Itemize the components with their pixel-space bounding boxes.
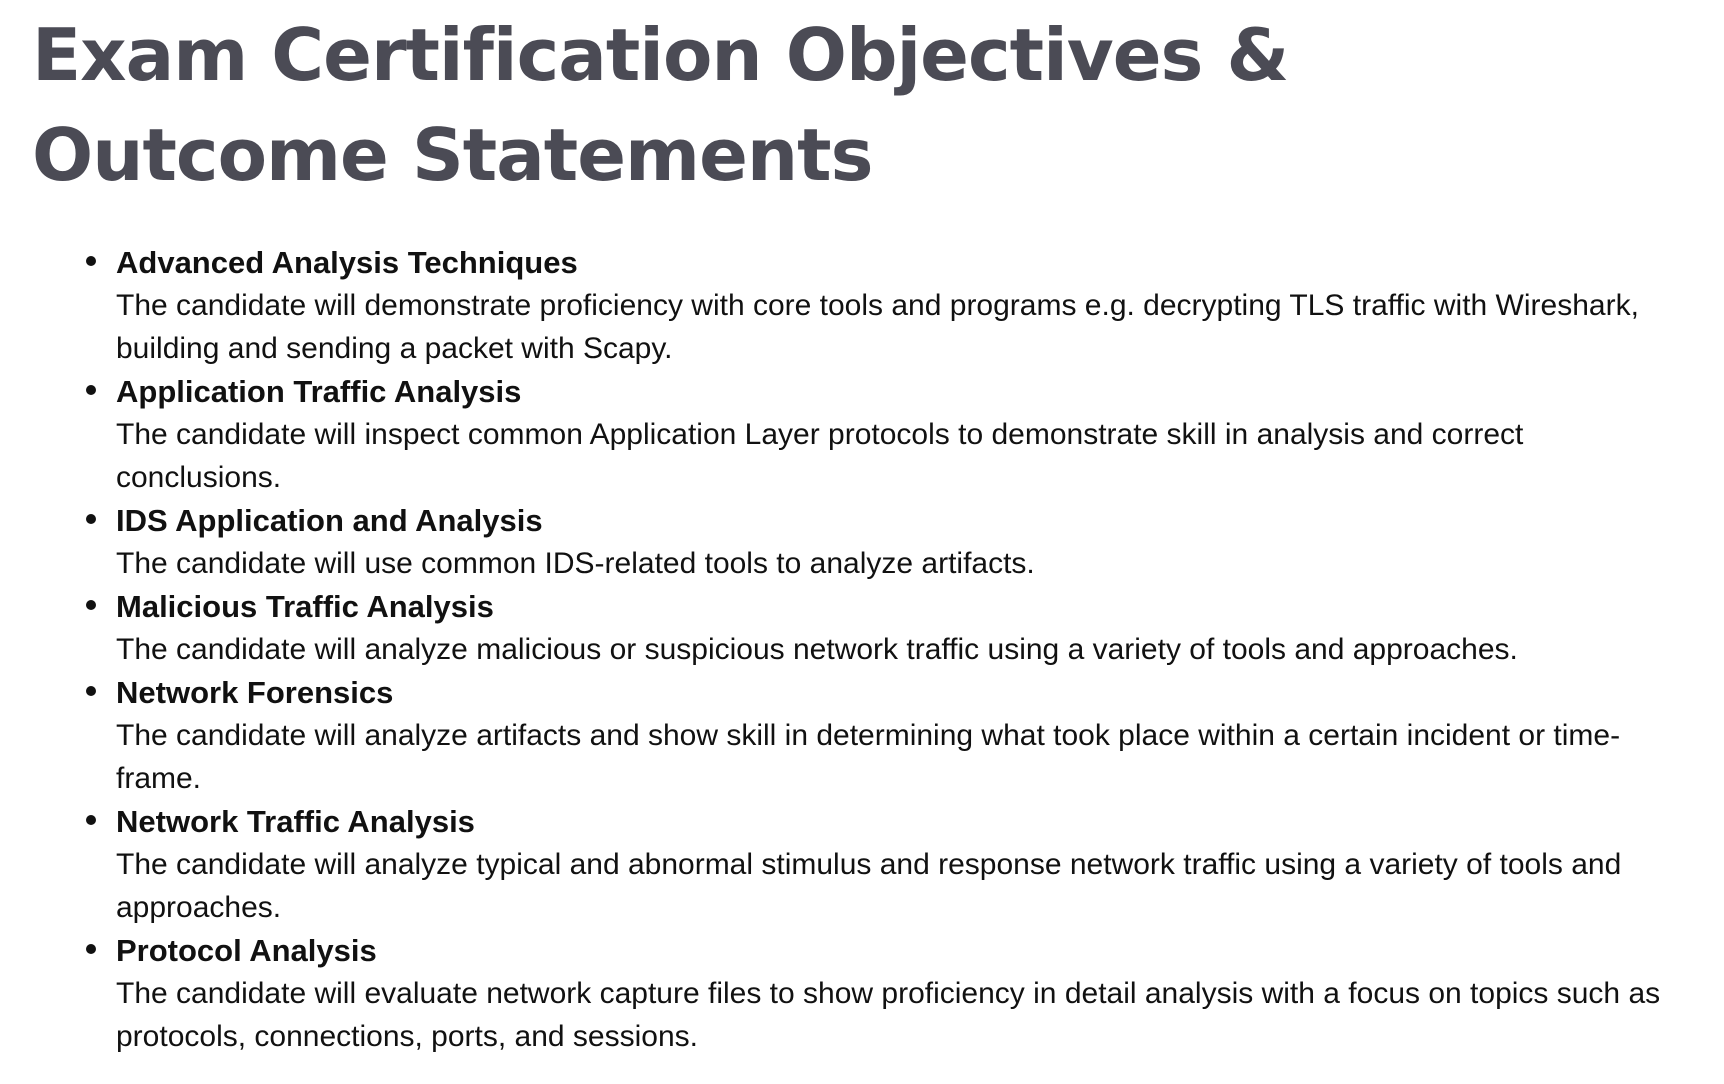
objectives-list xyxy=(32,241,1692,1058)
list-item xyxy=(116,800,1692,929)
objective-heading: Network Forensics xyxy=(116,675,394,710)
objective-heading: Network Traffic Analysis xyxy=(116,804,475,839)
objective-heading: Protocol Analysis xyxy=(116,933,377,968)
bullet-icon xyxy=(86,385,96,395)
list-item xyxy=(116,370,1692,499)
list-item xyxy=(116,671,1692,800)
bullet-icon xyxy=(86,686,96,696)
objective-description: The candidate will analyze artifacts and show skill in determining what took place within a certain incident or time-frame. xyxy=(116,719,1621,795)
bullet-icon xyxy=(86,256,96,266)
list-item xyxy=(116,499,1692,585)
objective-heading: IDS Application and Analysis xyxy=(116,503,543,538)
bullet-icon xyxy=(86,815,96,825)
list-item xyxy=(116,241,1692,370)
objective-description: The candidate will evaluate network capture files to show proficiency in detail analysis with a focus on topics such as protocols, connections, ports, and sessions. xyxy=(116,977,1661,1053)
bullet-icon xyxy=(86,514,96,524)
content-area xyxy=(32,0,1692,1058)
bullet-icon xyxy=(86,944,96,954)
objective-heading: Malicious Traffic Analysis xyxy=(116,589,494,624)
list-item xyxy=(116,585,1692,671)
objective-description: The candidate will analyze malicious or suspicious network traffic using a variety of tools and approaches. xyxy=(116,633,1518,666)
objective-description: The candidate will use common IDS-related tools to analyze artifacts. xyxy=(116,547,1035,580)
objective-description: The candidate will analyze typical and abnormal stimulus and response network traffic using a variety of tools and approaches. xyxy=(116,848,1622,924)
objective-description: The candidate will demonstrate proficiency with core tools and programs e.g. decrypting TLS traffic with Wireshark, building and sending a packet with Scapy. xyxy=(116,289,1639,365)
objective-description: The candidate will inspect common Application Layer protocols to demonstrate skill in analysis and correct conclusions. xyxy=(116,418,1524,494)
page-title: Exam Certification Objectives & Outcome Statements xyxy=(32,13,1289,197)
list-item xyxy=(116,929,1692,1058)
bullet-icon xyxy=(86,600,96,610)
objective-heading: Advanced Analysis Techniques xyxy=(116,245,578,280)
objective-heading: Application Traffic Analysis xyxy=(116,374,522,409)
